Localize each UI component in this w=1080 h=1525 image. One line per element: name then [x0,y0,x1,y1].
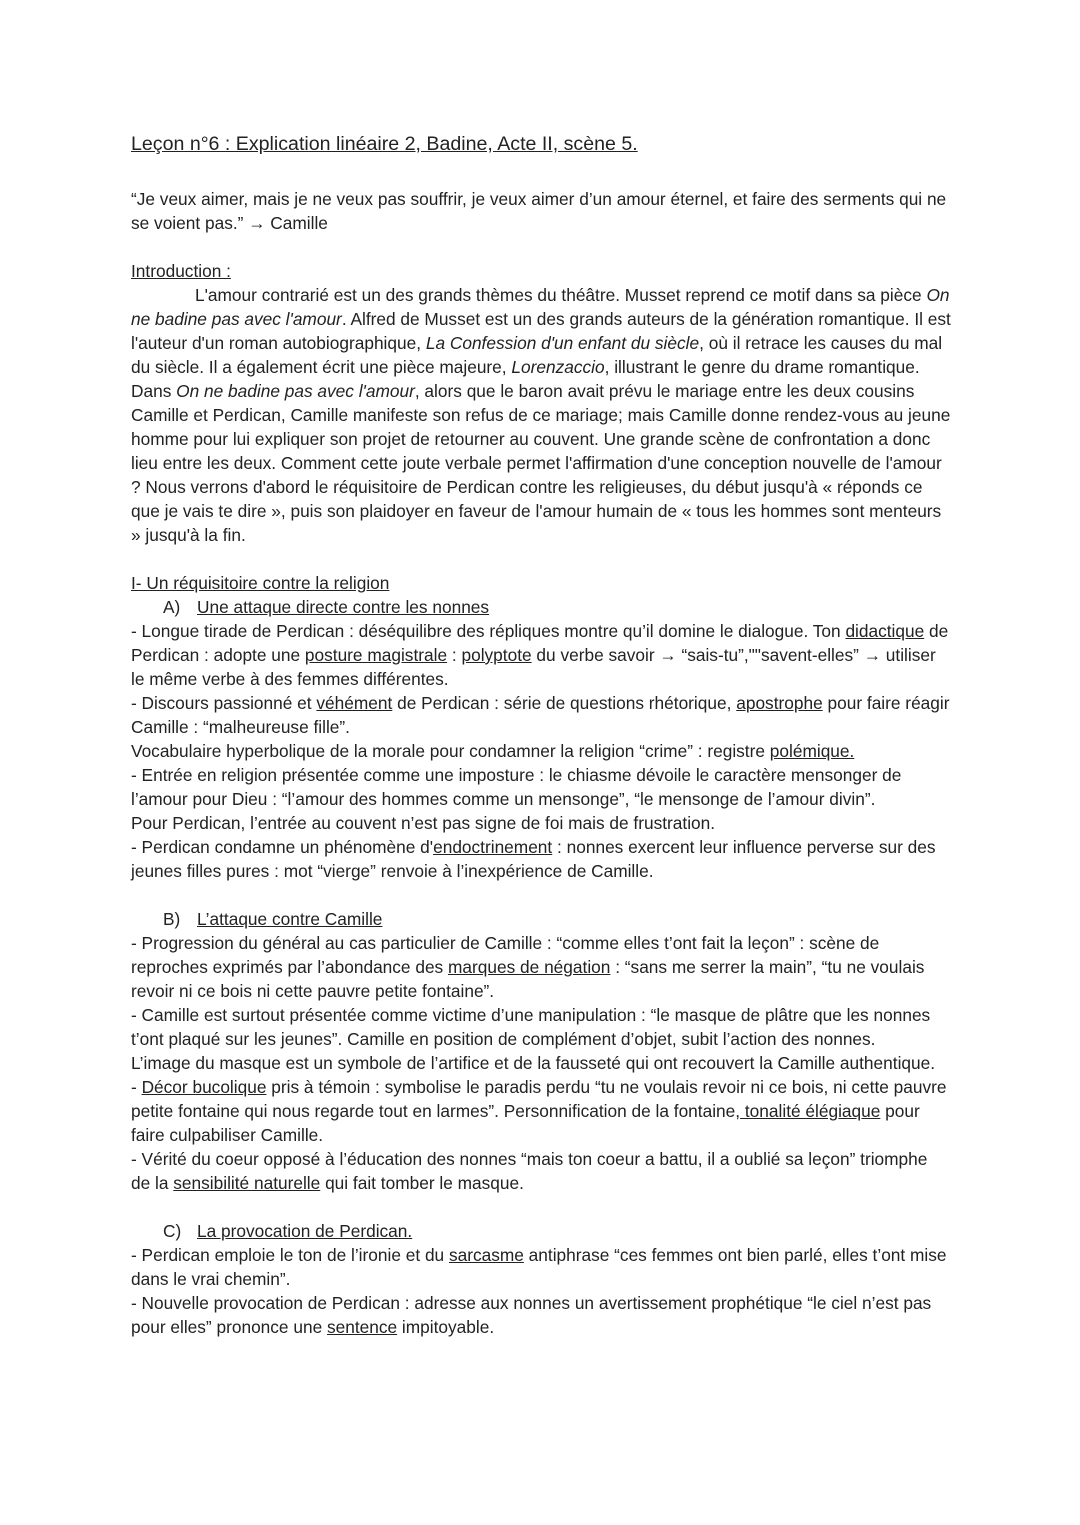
section-a-point: Vocabulaire hyperbolique de la morale pour condamner la religion “crime” : registre polémique. [131,741,855,761]
introduction-heading: Introduction : [131,261,231,281]
section-b-point: - Camille est surtout présentée comme victime d’une manipulation : “le masque de plâtre que les nonnes t’ont plaqué sur les jeunes”. Camille en position de complément d’objet, subit l’action des nonnes. [131,1005,931,1049]
section-b-heading: B) L’attaque contre Camille [163,909,383,929]
section-c-heading: C) La provocation de Perdican. [163,1221,413,1241]
section-b-point: L’image du masque est un symbole de l’artifice et de la fausseté qui ont recouvert la Camille authentique. [131,1053,936,1073]
quote-arrow: → [248,213,266,233]
lesson-title: Leçon n°6 : Explication linéaire 2, Badine, Acte II, scène 5. [131,133,638,155]
quote-author: Camille [270,213,328,233]
document-page [131,131,951,1339]
epigraph-quote [131,187,951,235]
quote-text: “Je veux aimer, mais je ne veux pas souffrir, je veux aimer d’un amour éternel, et faire des serments qui ne se voient pas.” [131,189,947,233]
section-a-point: - Perdican condamne un phénomène d'endoctrinement : nonnes exercent leur influence perverse sur des jeunes filles pures : mot “vierge” renvoie à l’inexpérience de Camille. [131,837,936,881]
section-a-heading: A) Une attaque directe contre les nonnes [163,597,490,617]
introduction-paragraph: L'amour contrarié est un des grands thèmes du théâtre. Musset reprend ce motif dans sa pièce On ne badine pas avec l'amour. Alfred de Musset est un des grands auteurs de la génération romantique. Il est l'auteur d'un roman autobiographique, La Confession d'un enfant du siècle, où il retrace les causes du mal du siècle. Il a également écrit une pièce majeure, Lorenzaccio, illustrant le genre du drame romantique. Dans On ne badine pas avec l'amour, alors que le baron avait prévu le mariage entre les deux cousins Camille et Perdican, Camille manifeste son refus de ce mariage; mais Camille donne rendez-vous au jeune homme pour lui expliquer son projet de retourner au couvent. Une grande scène de confrontation a donc lieu entre les deux. Comment cette joute verbale permet l'affirmation d'une conception nouvelle de l'amour ? Nous verrons d'abord le réquisitoire de Perdican contre les religieuses, du début jusqu'à « réponds ce que je vais te dire », puis son plaidoyer en faveur de l'amour humain de « tous les hommes sont menteurs » jusqu'à la fin. [131,285,951,545]
section-c-point: - Perdican emploie le ton de l’ironie et du sarcasme antiphrase “ces femmes ont bien parlé, elles t’ont mise dans le vrai chemin”. [131,1245,947,1289]
section-b-point: - Décor bucolique pris à témoin : symbolise le paradis perdu “tu ne voulais revoir ni ce bois, ni cette pauvre petite fontaine qui nous regarde tout en larmes”. Personnification de la fontaine, tonalité élégiaque pour faire culpabiliser Camille. [131,1077,947,1145]
part1-heading: I- Un réquisitoire contre la religion [131,573,390,593]
section-a-point: - Entrée en religion présentée comme une imposture : le chiasme dévoile le caractère mensonger de l’amour pour Dieu : “l’amour des hommes comme un mensonge”, “le mensonge de l’amour divin”. [131,765,902,809]
section-b-point: - Vérité du coeur opposé à l’éducation des nonnes “mais ton coeur a battu, il a oublié sa leçon” triomphe de la sensibilité naturelle qui fait tomber le masque. [131,1149,928,1193]
section-b-point: - Progression du général au cas particulier de Camille : “comme elles t’ont fait la leçon” : scène de reproches exprimés par l’abondance des marques de négation : “sans me serrer la main”, “tu ne voulais revoir ni ce bois ni cette pauvre petite fontaine”. [131,933,925,1001]
section-c-point: - Nouvelle provocation de Perdican : adresse aux nonnes un avertissement prophétique “le ciel n’est pas pour elles” prononce une sentence impitoyable. [131,1293,932,1337]
section-a-point: Pour Perdican, l’entrée au couvent n’est pas signe de foi mais de frustration. [131,813,716,833]
section-a-point: - Discours passionné et véhément de Perdican : série de questions rhétorique, apostrophe pour faire réagir Camille : “malheureuse fille”. [131,693,950,737]
section-a-point: - Longue tirade de Perdican : déséquilibre des répliques montre qu’il domine le dialogue. Ton didactique de Perdican : adopte une posture magistrale : polyptote du verbe savoir → “sais-tu”,""savent-elles” → utiliser le même verbe à des femmes différentes. [131,621,949,689]
